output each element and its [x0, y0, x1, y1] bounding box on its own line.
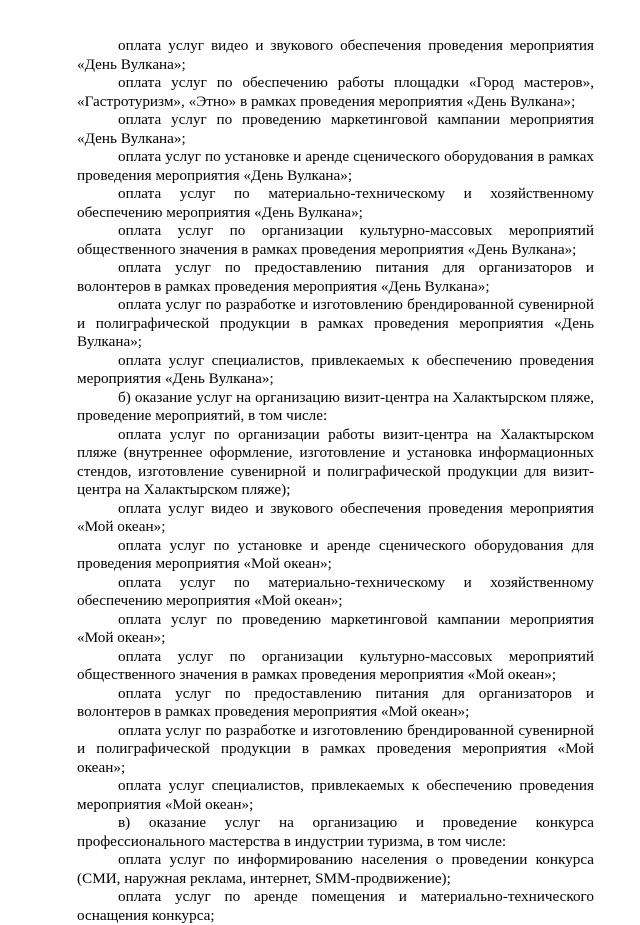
- paragraph-13: оплата услуг по установке и аренде сценического оборудования для проведения мероприятия «Мой океан»;: [77, 536, 594, 572]
- paragraph-14: оплата услуг по материально-техническому и хозяйственному обеспечению мероприятия «Мой океан»;: [77, 573, 594, 609]
- document-page: [77, 37, 594, 925]
- paragraph-12: оплата услуг видео и звукового обеспечения проведения мероприятия «Мой океан»;: [77, 499, 594, 535]
- paragraph-21: оплата услуг по информированию населения о проведении конкурса (СМИ, наружная реклама, интернет, SMM-продвижение);: [77, 851, 594, 887]
- paragraph-2: оплата услуг по обеспечению работы площадки «Город мастеров», «Гастротуризм», «Этно» в рамках проведения мероприятия «День Вулкана»;: [77, 74, 594, 110]
- paragraph-22: оплата услуг по аренде помещения и материально-технического оснащения конкурса;: [77, 888, 594, 924]
- paragraph-15: оплата услуг по проведению маркетинговой кампании мероприятия «Мой океан»;: [77, 610, 594, 646]
- paragraph-20: в) оказание услуг на организацию и проведение конкурса профессионального мастерства в индустрии туризма, в том числе:: [77, 814, 594, 850]
- paragraph-3: оплата услуг по проведению маркетинговой кампании мероприятия «День Вулкана»;: [77, 111, 594, 147]
- paragraph-1: оплата услуг видео и звукового обеспечения проведения мероприятия «День Вулкана»;: [77, 37, 594, 73]
- paragraph-6: оплата услуг по организации культурно-массовых мероприятий общественного значения в рамках проведения мероприятия «День Вулкана»;: [77, 222, 594, 258]
- paragraph-10: б) оказание услуг на организацию визит-центра на Халактырском пляже, проведение мероприятий, в том числе:: [77, 388, 594, 424]
- paragraph-16: оплата услуг по организации культурно-массовых мероприятий общественного значения в рамках проведения мероприятия «Мой океан»;: [77, 647, 594, 683]
- paragraph-11: оплата услуг по организации работы визит-центра на Халактырском пляже (внутреннее оформление, изготовление и установка информационных стендов, изготовление сувенирной и полиграфической продукции для визит-центра на Халактырском пляже);: [77, 425, 594, 498]
- paragraph-9: оплата услуг специалистов, привлекаемых к обеспечению проведения мероприятия «День Вулкана»;: [77, 351, 594, 387]
- paragraph-7: оплата услуг по предоставлению питания для организаторов и волонтеров в рамках проведения мероприятия «День Вулкана»;: [77, 259, 594, 295]
- paragraph-18: оплата услуг по разработке и изготовлению брендированной сувенирной и полиграфической продукции в рамках проведения мероприятия «Мой океан»;: [77, 721, 594, 776]
- paragraph-17: оплата услуг по предоставлению питания для организаторов и волонтеров в рамках проведения мероприятия «Мой океан»;: [77, 684, 594, 720]
- paragraph-5: оплата услуг по материально-техническому и хозяйственному обеспечению мероприятия «День Вулкана»;: [77, 185, 594, 221]
- paragraph-19: оплата услуг специалистов, привлекаемых к обеспечению проведения мероприятия «Мой океан»;: [77, 777, 594, 813]
- paragraph-4: оплата услуг по установке и аренде сценического оборудования в рамках проведения мероприятия «День Вулкана»;: [77, 148, 594, 184]
- paragraph-8: оплата услуг по разработке и изготовлению брендированной сувенирной и полиграфической продукции в рамках проведения мероприятия «День Вулкана»;: [77, 296, 594, 350]
